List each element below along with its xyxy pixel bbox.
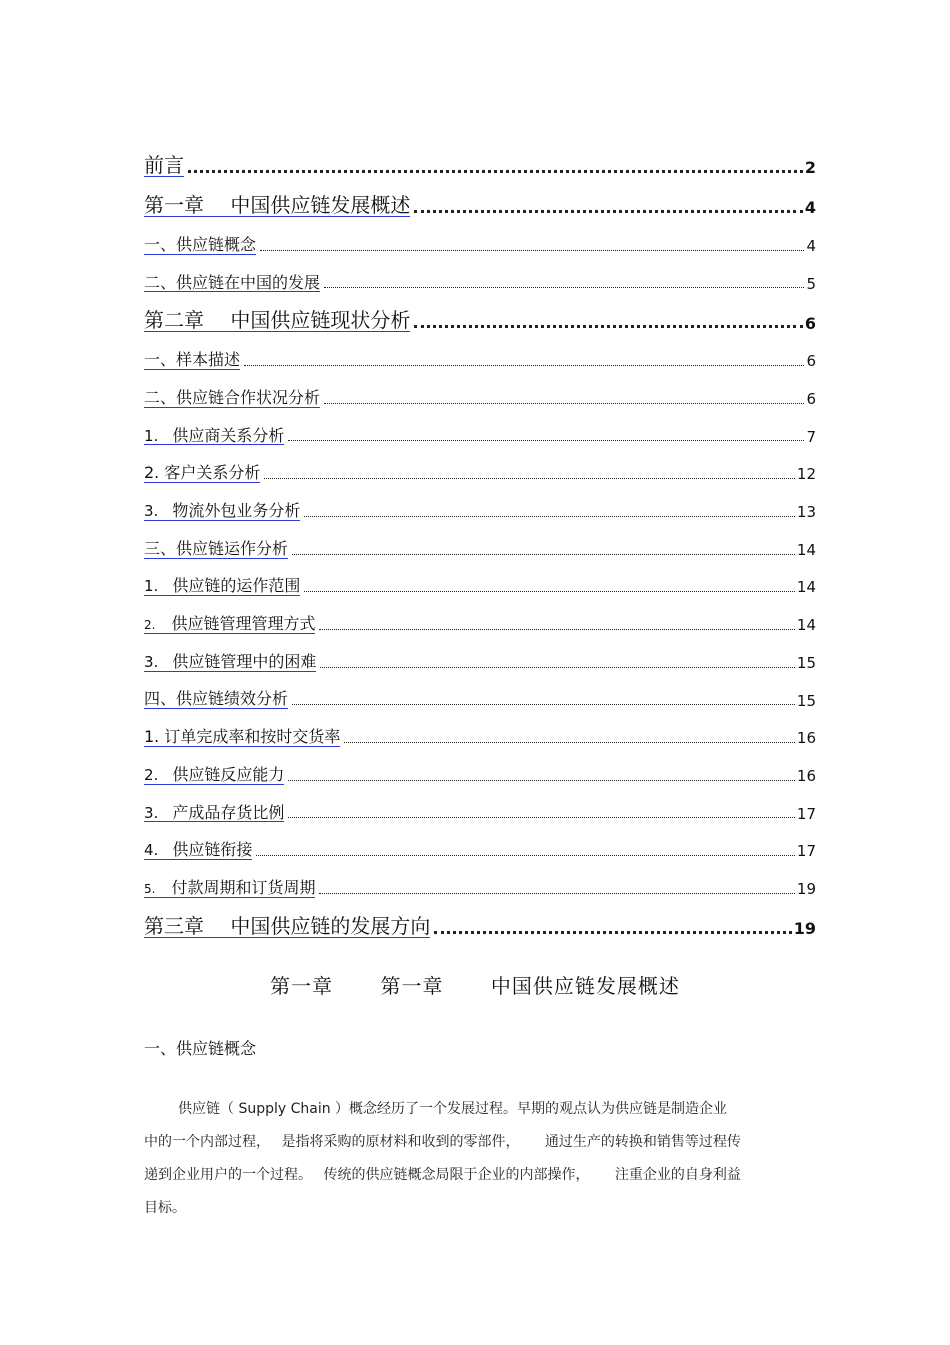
toc-entry-link[interactable] bbox=[144, 691, 288, 709]
toc-entry-label: 第二章 中国供应链现状分析 bbox=[144, 308, 411, 333]
toc-entry[interactable] bbox=[144, 634, 816, 672]
toc-leader-dots bbox=[324, 403, 804, 404]
toc-leader-dots bbox=[434, 931, 791, 934]
toc-page-number: 13 bbox=[796, 503, 816, 522]
toc-entry[interactable] bbox=[144, 137, 816, 177]
toc-entry[interactable] bbox=[144, 709, 816, 747]
toc-page-number: 6 bbox=[804, 313, 816, 333]
toc-entry-label: 供应链的运作范围 bbox=[172, 576, 301, 596]
section-heading: 一、供应链概念 bbox=[144, 1039, 257, 1058]
toc-page-number: 17 bbox=[796, 842, 816, 861]
toc-entry-label: 付款周期和订货周期 bbox=[171, 877, 316, 897]
toc-entry-number: 5. bbox=[144, 881, 156, 896]
toc-entry-number: 3. bbox=[144, 502, 159, 521]
toc-entry[interactable] bbox=[144, 559, 816, 597]
table-of-contents bbox=[144, 137, 816, 938]
toc-page-number: 4 bbox=[804, 198, 816, 218]
toc-page-number: 14 bbox=[796, 578, 816, 597]
toc-entry-label: 供应链反应能力 bbox=[172, 764, 285, 784]
body-line: 中的一个内部过程， 是指将采购的原材料和收到的零部件， 通过生产的转换和销售等过程传 bbox=[144, 1134, 741, 1150]
toc-entry[interactable] bbox=[144, 672, 816, 710]
toc-entry-link[interactable] bbox=[144, 352, 240, 370]
toc-entry-number: 1. bbox=[144, 577, 159, 596]
toc-page-number: 19 bbox=[796, 879, 816, 898]
toc-entry[interactable] bbox=[144, 217, 816, 255]
toc-leader-dots bbox=[260, 250, 804, 251]
toc-entry-link[interactable] bbox=[144, 387, 321, 408]
toc-entry-link[interactable] bbox=[144, 538, 289, 559]
toc-entry-link[interactable] bbox=[144, 877, 316, 898]
toc-entry-link[interactable] bbox=[144, 195, 410, 217]
toc-page-number: 17 bbox=[796, 804, 816, 823]
toc-entry-number: 3. bbox=[144, 652, 159, 671]
toc-entry-label: 一、供应链概念 bbox=[144, 234, 257, 254]
toc-entry-label: 一、样本描述 bbox=[144, 350, 241, 370]
toc-leader-dots bbox=[288, 780, 795, 781]
toc-entry[interactable] bbox=[144, 860, 816, 898]
toc-leader-dots bbox=[288, 440, 804, 441]
toc-leader-dots bbox=[304, 516, 795, 517]
toc-entry-link[interactable] bbox=[144, 616, 315, 634]
toc-entry-number: 4. bbox=[144, 841, 159, 860]
toc-entry-link[interactable] bbox=[144, 465, 260, 483]
toc-leader-dots bbox=[292, 554, 795, 555]
chapter-heading-part: 第一章 bbox=[270, 974, 334, 998]
toc-leader-dots bbox=[256, 855, 795, 856]
toc-leader-dots bbox=[319, 629, 794, 630]
toc-page-number: 16 bbox=[796, 729, 816, 748]
toc-leader-dots bbox=[344, 742, 795, 743]
toc-leader-dots bbox=[304, 591, 795, 592]
toc-entry-label: 2. 客户关系分析 bbox=[144, 463, 261, 483]
body-line: 递到企业用户的一个过程。 传统的供应链概念局限于企业的内部操作， 注重企业的自身利益 bbox=[144, 1167, 741, 1183]
toc-entry-label: 三、供应链运作分析 bbox=[144, 538, 289, 558]
toc-page-number: 7 bbox=[806, 427, 816, 446]
toc-entry-label: 二、供应链在中国的发展 bbox=[144, 272, 321, 292]
toc-entry-link[interactable] bbox=[144, 802, 285, 823]
toc-entry-label: 供应链管理管理方式 bbox=[171, 614, 316, 634]
toc-entry-link[interactable] bbox=[144, 842, 252, 860]
toc-entry-link[interactable] bbox=[144, 651, 317, 672]
toc-leader-dots bbox=[244, 365, 804, 366]
toc-page-number: 5 bbox=[806, 274, 816, 293]
toc-entry-link[interactable] bbox=[144, 503, 300, 521]
toc-page-number: 19 bbox=[793, 918, 816, 938]
body-line: 供应链（ Supply Chain ）概念经历了一个发展过程。早期的观点认为供应链是制造企业 bbox=[178, 1101, 728, 1117]
toc-entry-link[interactable] bbox=[144, 764, 285, 785]
toc-entry-number: 2. bbox=[144, 765, 159, 784]
toc-entry-label: 产成品存货比例 bbox=[172, 802, 285, 822]
toc-entry[interactable] bbox=[144, 521, 816, 559]
toc-page-number: 15 bbox=[796, 691, 816, 710]
toc-entry-label: 供应链衔接 bbox=[172, 840, 253, 860]
toc-entry-link[interactable] bbox=[144, 578, 300, 596]
toc-entry-link[interactable] bbox=[144, 913, 431, 938]
toc-entry-link[interactable] bbox=[144, 729, 340, 747]
toc-entry-link[interactable] bbox=[144, 310, 410, 332]
toc-entry[interactable] bbox=[144, 255, 816, 293]
toc-entry[interactable] bbox=[144, 370, 816, 408]
toc-entry-label: 四、供应链绩效分析 bbox=[144, 689, 289, 709]
toc-entry[interactable] bbox=[144, 177, 816, 217]
toc-entry-label: 第三章 中国供应链的发展方向 bbox=[144, 913, 431, 938]
toc-entry[interactable] bbox=[144, 898, 816, 938]
toc-entry-link[interactable] bbox=[144, 155, 184, 177]
toc-leader-dots bbox=[288, 817, 795, 818]
toc-page-number: 4 bbox=[806, 236, 816, 255]
toc-entry[interactable] bbox=[144, 785, 816, 823]
toc-page-number: 14 bbox=[796, 540, 816, 559]
toc-entry[interactable] bbox=[144, 408, 816, 446]
toc-page-number: 14 bbox=[796, 616, 816, 635]
toc-page-number: 6 bbox=[806, 390, 816, 408]
toc-entry-link[interactable] bbox=[144, 425, 285, 446]
body-paragraph bbox=[144, 1093, 794, 1225]
toc-leader-dots bbox=[264, 478, 795, 479]
toc-page-number: 2 bbox=[804, 158, 816, 178]
toc-entry[interactable] bbox=[144, 445, 816, 483]
toc-page-number: 15 bbox=[796, 653, 816, 672]
toc-entry-link[interactable] bbox=[144, 272, 321, 293]
toc-entry[interactable] bbox=[144, 747, 816, 785]
toc-leader-dots bbox=[414, 325, 803, 328]
toc-page-number: 12 bbox=[796, 465, 816, 484]
toc-page-number: 6 bbox=[806, 352, 816, 371]
body-line: 目标。 bbox=[144, 1200, 186, 1216]
toc-entry-number: 2. bbox=[144, 618, 156, 633]
toc-leader-dots bbox=[320, 667, 795, 668]
chapter-heading-title: 中国供应链发展概述 bbox=[490, 974, 680, 998]
toc-entry-label: 1. 订单完成率和按时交货率 bbox=[144, 727, 341, 747]
toc-entry-label: 前言 bbox=[144, 153, 184, 177]
toc-entry-label: 第一章 中国供应链发展概述 bbox=[144, 193, 411, 217]
toc-entry-link[interactable] bbox=[144, 234, 257, 255]
toc-entry[interactable] bbox=[144, 332, 816, 370]
toc-entry-number: 1. bbox=[144, 426, 159, 445]
toc-leader-dots bbox=[292, 704, 795, 705]
toc-entry[interactable] bbox=[144, 292, 816, 332]
toc-leader-dots bbox=[324, 287, 804, 288]
toc-entry-label: 二、供应链合作状况分析 bbox=[144, 387, 321, 407]
toc-entry-label: 物流外包业务分析 bbox=[172, 501, 301, 521]
toc-leader-dots bbox=[188, 170, 803, 173]
toc-entry[interactable] bbox=[144, 596, 816, 634]
chapter-heading-part: 第一章 bbox=[380, 974, 444, 998]
chapter-heading bbox=[0, 970, 950, 999]
toc-leader-dots bbox=[319, 893, 794, 894]
toc-leader-dots bbox=[414, 210, 803, 213]
toc-entry[interactable] bbox=[144, 822, 816, 860]
toc-entry-label: 供应链管理中的困难 bbox=[172, 651, 317, 671]
toc-page-number: 16 bbox=[796, 766, 816, 785]
toc-entry[interactable] bbox=[144, 483, 816, 521]
toc-entry-label: 供应商关系分析 bbox=[172, 425, 285, 445]
toc-entry-number: 3. bbox=[144, 803, 159, 822]
